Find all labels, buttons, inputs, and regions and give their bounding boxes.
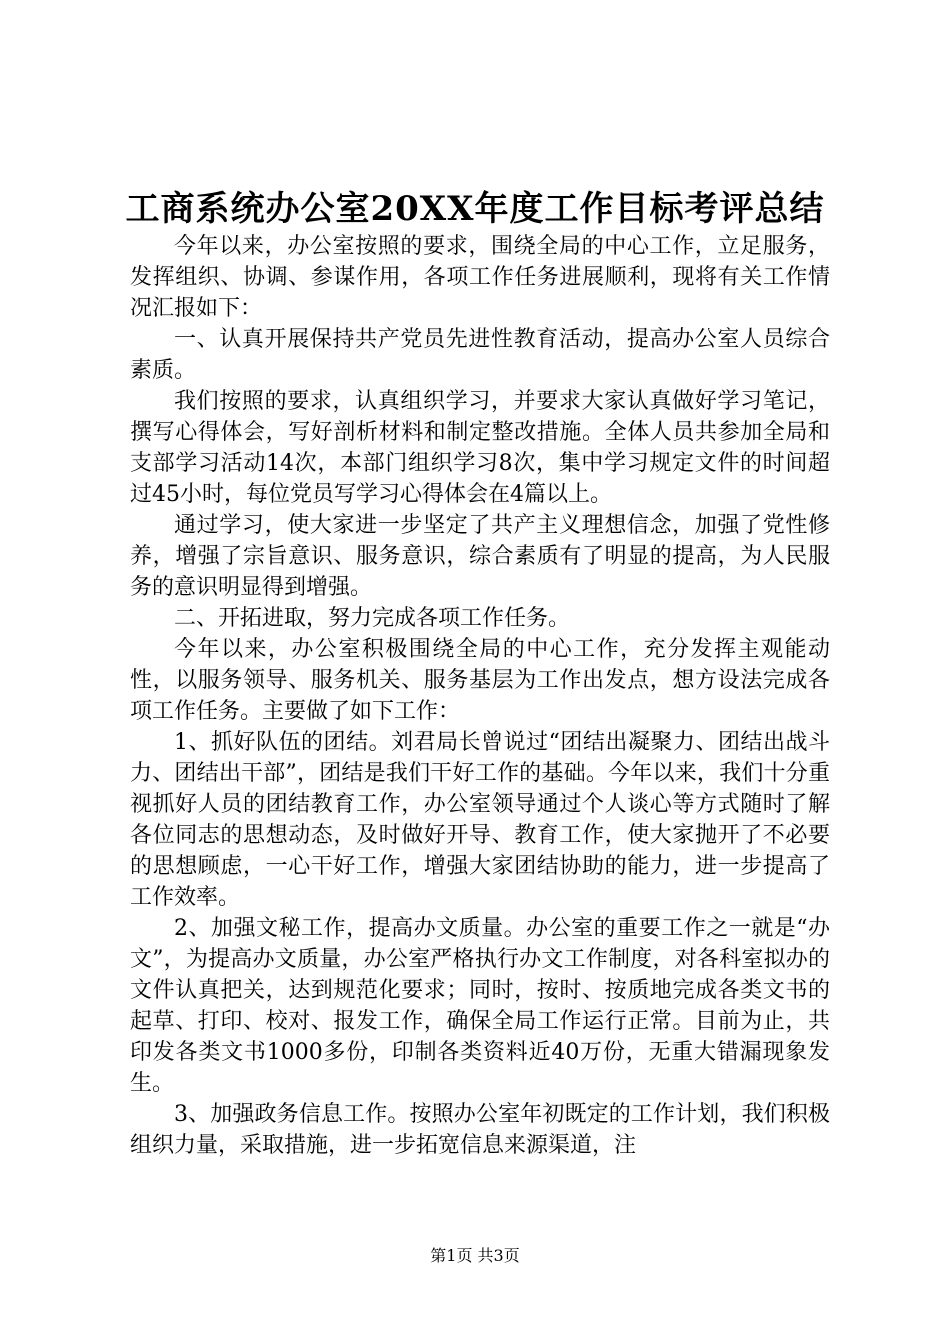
paragraph-intro: 今年以来，办公室按照的要求，围绕全局的中心工作，立足服务，发挥组织、协调、参谋作用，各项工作任务进展顺利，现将有关工作情况汇报如下： bbox=[130, 234, 830, 321]
section-heading-2: 二、开拓进取，努力完成各项工作任务。 bbox=[174, 606, 571, 631]
section-heading-1: 一、认真开展保持共产党员先进性教育活动，提高办公室人员综合素质。 bbox=[130, 327, 830, 383]
paragraph-study: 我们按照的要求，认真组织学习，并要求大家认真做好学习笔记，撰写心得体会，写好剖析材料和制定整改措施。全体人员共参加全局和支部学习活动14次，本部门组织学习8次，集中学习规定文件的时间超过45小时，每位党员写学习心得体会在4篇以上。 bbox=[130, 389, 830, 507]
document-title: 工商系统办公室20XX年度工作目标考评总结 bbox=[125, 189, 825, 229]
document-body bbox=[130, 231, 830, 1161]
paragraph-study-result: 通过学习，使大家进一步坚定了共产主义理想信念，加强了党性修养，增强了宗旨意识、服务意识，综合素质有了明显的提高，为人民服务的意识明显得到增强。 bbox=[130, 513, 830, 600]
paragraph-item-1: 1、抓好队伍的团结。刘君局长曾说过“团结出凝聚力、团结出战斗力、团结出干部”，团结是我们干好工作的基础。今年以来，我们十分重视抓好人员的团结教育工作，办公室领导通过个人谈心等方式随时了解各位同志的思想动态，及时做好开导、教育工作，使大家抛开了不必要的思想顾虑，一心干好工作，增强大家团结协助的能力，进一步提高了工作效率。 bbox=[130, 730, 830, 910]
paragraph-item-2: 2、加强文秘工作，提高办文质量。办公室的重要工作之一就是“办文”，为提高办文质量，办公室严格执行办文工作制度，对各科室拟办的文件认真把关，达到规范化要求；同时，按时、按质地完成各类文书的起草、打印、校对、报发工作，确保全局工作运行正常。目前为止，共印发各类文书1000多份，印制各类资料近40万份，无重大错漏现象发生。 bbox=[130, 916, 830, 1096]
page-footer: 第1页 共3页 bbox=[430, 1246, 520, 1265]
paragraph-work-overview: 今年以来，办公室积极围绕全局的中心工作，充分发挥主观能动性，以服务领导、服务机关、服务基层为工作出发点，想方设法完成各项工作任务。主要做了如下工作： bbox=[130, 637, 830, 724]
paragraph-item-3: 3、加强政务信息工作。按照办公室年初既定的工作计划，我们积极组织力量，采取措施，进一步拓宽信息来源渠道，注 bbox=[130, 1102, 830, 1158]
